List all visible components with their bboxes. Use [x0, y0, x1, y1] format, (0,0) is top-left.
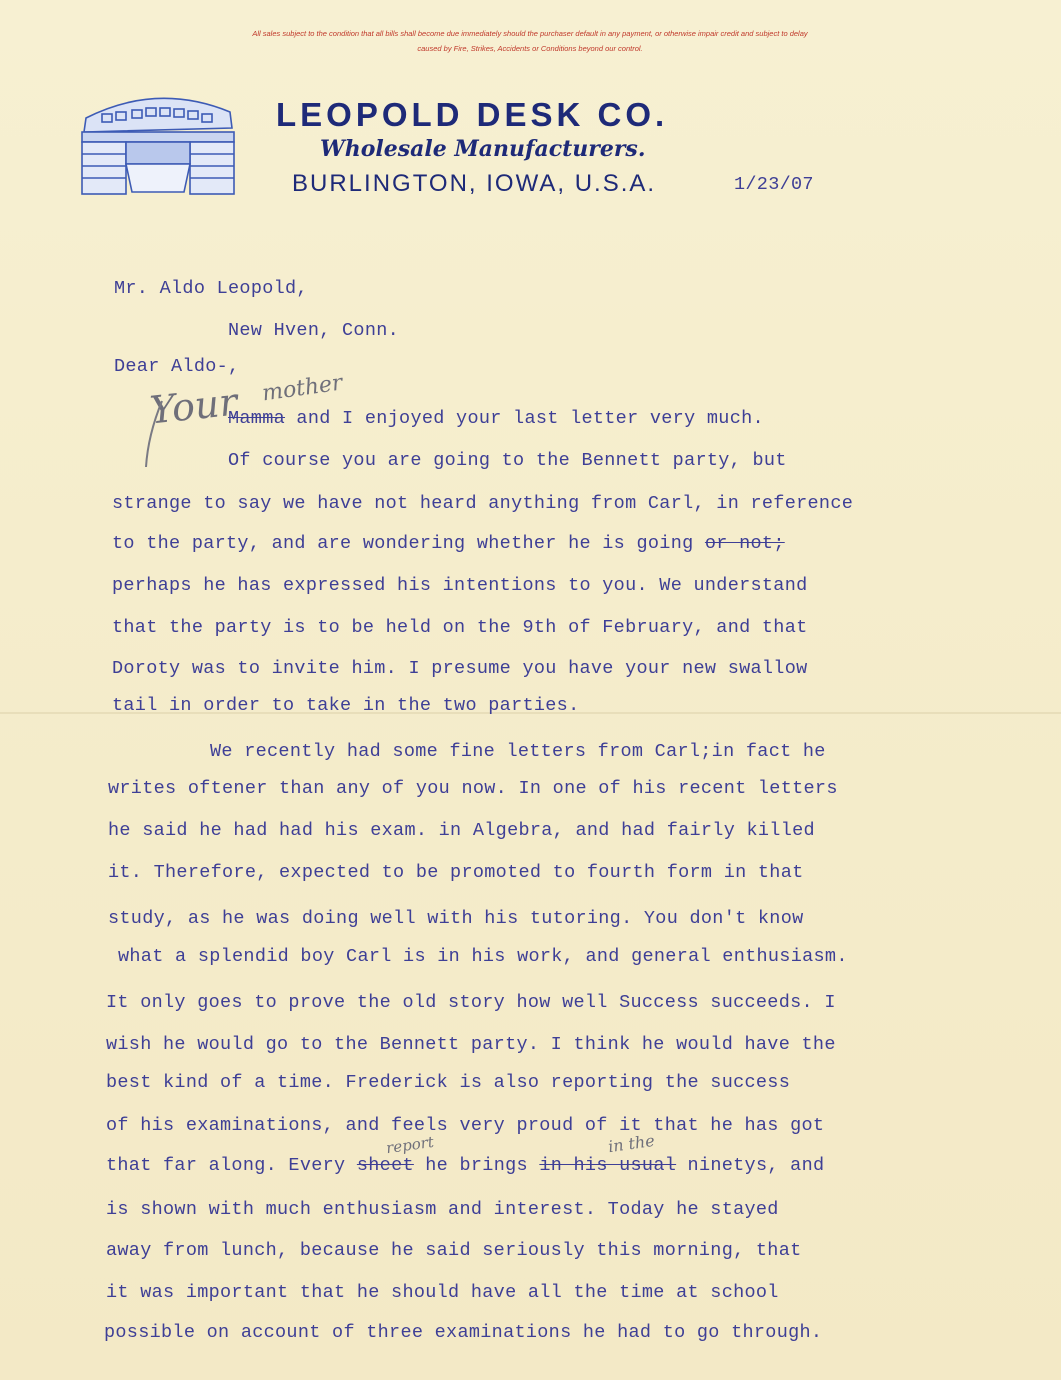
recipient-name: Mr. Aldo Leopold, [114, 278, 308, 299]
handwritten-stroke [140, 395, 170, 475]
company-tagline: Wholesale Manufacturers. [320, 136, 646, 162]
body-line-18: of his examinations, and feels very proud of it that he has got [106, 1115, 825, 1136]
handwritten-your: Your [147, 379, 240, 433]
body-line-5: perhaps he has expressed his intentions to you. We understand [112, 575, 808, 596]
body-line-20: is shown with much enthusiasm and interest. Today he stayed [106, 1199, 779, 1220]
body-line-3: strange to say we have not heard anything from Carl, in reference [112, 493, 854, 514]
rolltop-desk-icon [72, 88, 242, 198]
company-city: BURLINGTON, IOWA, U.S.A. [292, 170, 657, 197]
body-line-14: what a splendid boy Carl is in his work, and general enthusiasm. [118, 946, 848, 967]
body-line-7: Doroty was to invite him. I presume you have your new swallow [112, 658, 808, 679]
body-line-4 [112, 533, 785, 554]
body-line-19-part-a: that far along. Every [106, 1155, 346, 1176]
handwritten-report: report [384, 1132, 435, 1158]
body-line-12: it. Therefore, expected to be promoted to fourth form in that [108, 862, 804, 883]
disclaimer-line-2: caused by Fire, Strikes, Accidents or Conditions beyond our control. [417, 44, 643, 53]
body-line-23: possible on account of three examinations he had to go through. [104, 1322, 823, 1343]
body-line-15: It only goes to prove the old story how well Success succeeds. I [106, 992, 836, 1013]
struck-sheet: sheet [356, 1155, 414, 1176]
body-line-16: wish he would go to the Bennett party. I think he would have the [106, 1034, 836, 1055]
body-line-1 [228, 408, 764, 429]
body-line-21: away from lunch, because he said seriously this morning, that [106, 1240, 802, 1261]
body-line-2: Of course you are going to the Bennett party, but [228, 450, 787, 471]
body-line-10: writes oftener than any of you now. In one of his recent letters [108, 778, 838, 799]
body-line-6: that the party is to be held on the 9th of February, and that [112, 617, 808, 638]
body-line-19-part-c: ninetys, and [687, 1155, 825, 1176]
body-line-9: We recently had some fine letters from Carl;in fact he [210, 741, 826, 762]
struck-in-his-usual: in his usual [539, 1155, 677, 1176]
body-line-19 [106, 1155, 824, 1176]
letter-date: 1/23/07 [734, 174, 814, 195]
disclaimer-line-1: All sales subject to the condition that all bills shall become due immediately should the purchaser default in any payment, or otherwise impair credit and subject to delay [252, 29, 808, 38]
recipient-city: New Hven, Conn. [228, 320, 400, 341]
body-line-1-text: and I enjoyed your last letter very much. [296, 408, 764, 429]
struck-word-mamma: Mamma [228, 408, 286, 429]
company-name: LEOPOLD DESK CO. [276, 96, 669, 133]
body-line-19-part-b: he brings [425, 1155, 528, 1176]
handwritten-in-the: in the [606, 1130, 656, 1157]
body-line-13: study, as he was doing well with his tutoring. You don't know [108, 908, 804, 929]
struck-or-not: or not; [704, 533, 785, 554]
handwritten-mother: mother [260, 370, 345, 407]
salutation: Dear Aldo-, [114, 356, 240, 377]
sales-disclaimer [120, 26, 940, 56]
body-line-8: tail in order to take in the two parties. [112, 695, 580, 716]
body-line-11: he said he had had his exam. in Algebra, and had fairly killed [108, 820, 815, 841]
body-line-4-text: to the party, and are wondering whether he is going [112, 533, 694, 554]
body-line-22: it was important that he should have all the time at school [106, 1282, 779, 1303]
body-line-17: best kind of a time. Frederick is also reporting the success [106, 1072, 791, 1093]
